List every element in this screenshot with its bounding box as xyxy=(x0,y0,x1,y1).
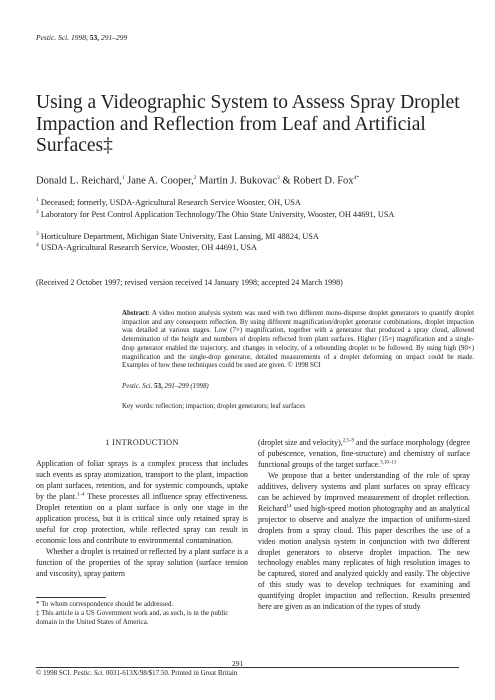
author-name: Jane A. Cooper, xyxy=(124,175,194,187)
journal-name: Pestic. Sci. xyxy=(36,33,70,42)
body-text: Application of foliar sprays is a complex process that includes such events as spray atomization, transport to the plant, impaction on plant surfaces, retention, and for systemic compounds, uptake by the plant. xyxy=(36,459,248,501)
body-text: These processes all influence spray effectiveness. Droplet retention on a plant surface is only one stage in the application process, but it is critical since only retained spray is useful for crop protection, while reflected spray can result in economic loss and contribute to environmental contamination. xyxy=(36,491,248,545)
affiliation xyxy=(36,195,486,208)
body-column-right xyxy=(258,438,470,613)
affiliation xyxy=(36,240,486,253)
footer-rule xyxy=(36,667,459,668)
footer-copyright: © 1998 SCI. xyxy=(36,669,72,677)
footnote: * To whom correspondence should be addressed. xyxy=(36,600,174,608)
body-paragraph: Whether a droplet is retained or reflected by a plant surface is a function of the properties of the spray solution (surface tension and viscosity), spray pattern xyxy=(36,546,248,578)
affiliation-sup: 2 xyxy=(36,209,39,215)
abstract-text: A video motion analysis system was used with two different mono-disperse droplet generators to quantify droplet impaction and any consequent reflection. By using different magnification/droplet generator combinations, droplet impaction was detailed at various stages. Low (7×) magnification, together with a generator that produced a spray cloud, allowed determination of the height and numbers of droplets reflected from plant surfaces. Higher (15×) magnification and a single-drop generator enabled the trajectory, and changes in velocity, of a rebounding droplet to be followed. By using high (90×) magnification and the single-drop generator, detailed measurements of a droplet deforming on impact could be made. Examples of how these techniques could be used are given. © 1998 SCI xyxy=(122,310,474,370)
footnote: ‡ This article is a US Government work and, as such, is in the public domain in the United States of America. xyxy=(36,609,229,626)
footer-rest: 0031-613X/98/$17.50. Printed in Great Britain xyxy=(104,669,238,677)
abstract xyxy=(122,310,474,371)
citation-sup: 2,5–9 xyxy=(342,438,354,444)
page-number: 291 xyxy=(232,659,244,668)
footnotes xyxy=(36,600,248,627)
body-column-left xyxy=(36,459,248,579)
footnote-rule xyxy=(36,597,106,598)
body-paragraph xyxy=(36,459,248,547)
abstract-label: Abstract: xyxy=(122,310,150,317)
author-name: Martin J. Bukovac xyxy=(196,175,278,187)
footer-journal: Pestic. Sci. xyxy=(73,669,105,677)
citation-sup: 14 xyxy=(286,504,292,510)
body-text: used high-speed motion photography and an analytical projector to observe and analyze the impaction of uniform-sized droplets from a spray cloud. This paper describes the use of a video motion analysis system in conjunction with two different droplet generators to observe droplet impaction. The new technology enables many replicates of high resolution images to be captured, stored and analyzed quickly and easily. The objective of this study was to develop techniques for examining and quantifying droplet impaction and reflection. Results presented here are given as an indication of the types of study xyxy=(258,503,470,612)
body-paragraph xyxy=(258,438,470,471)
author-sup: 1 xyxy=(121,175,125,181)
author-name: Donald L. Reichard, xyxy=(36,175,122,187)
journal-pages: 291–299 xyxy=(101,33,128,42)
affiliation xyxy=(36,207,486,220)
citation-journal: Pestic. Sci. xyxy=(122,383,153,390)
keywords: Key words: reflection; impaction; droplet generators; leaf surfaces xyxy=(122,403,306,410)
citation-sup: 3,10–13 xyxy=(380,460,397,466)
body-text: and the surface morphology (degree of pubescence, venation, fine-structure) and chemistry of surface functional groups of the target surface. xyxy=(258,438,471,469)
received-dates: (Received 2 October 1997; revised version received 14 January 1998; accepted 24 March 1998) xyxy=(36,278,343,287)
author-name: & Robert D. Fox xyxy=(279,175,354,187)
body-paragraph xyxy=(258,471,470,613)
citation-sup: 1–4 xyxy=(77,492,85,498)
journal-header xyxy=(36,33,127,42)
body-text: (droplet size and velocity), xyxy=(258,438,343,447)
affiliation-sup: 4 xyxy=(36,242,39,248)
citation xyxy=(122,383,209,390)
affiliation-text: Horticulture Department, Michigan State University, East Lansing, MI 48824, USA xyxy=(38,231,319,241)
section-heading: 1 INTRODUCTION xyxy=(105,438,179,447)
body-text: We propose that a better understanding of the role of spray additives, delivery systems and plant surfaces on spray efficacy can be achieved by improved measurement of droplet reflection. Reichard xyxy=(258,470,470,513)
affiliation-text: USDA-Agricultural Research Service, Wooster, OH 44691, USA xyxy=(38,242,257,252)
page-footer xyxy=(36,669,237,677)
journal-year: 1998, xyxy=(71,33,88,42)
citation-rest: 291–299 (1998) xyxy=(162,383,209,390)
affiliation-text: Laboratory for Pest Control Application Technology/The Ohio State University, Wooster, OH 44691, USA xyxy=(38,209,395,219)
affiliation-sup: 1 xyxy=(36,197,39,203)
affiliation-text: Deceased; formerly, USDA-Agricultural Research Service Wooster, OH, USA xyxy=(38,197,301,207)
author-sup: 2 xyxy=(193,175,197,181)
affiliation-sup: 3 xyxy=(36,231,39,237)
journal-volume: 53, xyxy=(89,33,100,42)
author-sup: 3 xyxy=(277,175,280,181)
citation-volume: 53, xyxy=(154,383,163,390)
article-title: Using a Videographic System to Assess Spray Droplet Impaction and Reflection from Leaf and Artificial Surfaces‡ xyxy=(36,92,460,156)
author-sup: 4* xyxy=(353,175,360,181)
author-list xyxy=(36,175,359,187)
